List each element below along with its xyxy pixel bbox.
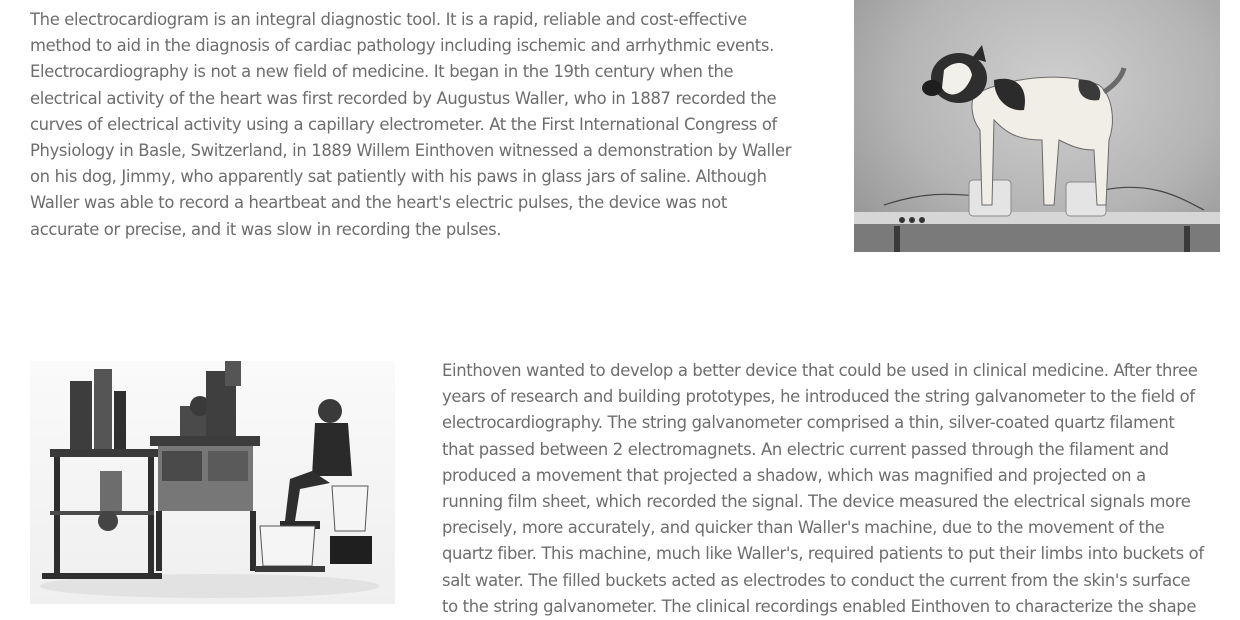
- text-line: produced a movement that projected a shadow, which was magnified and projected on a: [442, 465, 1146, 485]
- dog-jimmy-photo: [854, 0, 1220, 252]
- text-line: electrical activity of the heart was first recorded by Augustus Waller, who in 1887 recorded the: [30, 88, 777, 108]
- text-line: method to aid in the diagnosis of cardiac pathology including ischemic and arrhythmic events.: [30, 36, 774, 56]
- text-line: on his dog, Jimmy, who apparently sat patiently with his paws in glass jars of saline. Although: [30, 167, 767, 187]
- dog-photo-illustration: [854, 0, 1220, 252]
- machine-photo-illustration: [30, 361, 395, 604]
- string-galvanometer-photo: [30, 361, 395, 604]
- text-line: that passed between 2 electromagnets. An electric current passed through the filament and: [442, 439, 1169, 459]
- text-line: precisely, more accurately, and quicker than Waller's machine, due to the movement of the: [442, 518, 1165, 538]
- text-line: to the string galvanometer. The clinical recordings enabled Einthoven to characterize the shape: [442, 596, 1197, 616]
- text-line: quartz fiber. This machine, much like Waller's, required patients to put their limbs into buckets of: [442, 544, 1204, 564]
- text-line: Electrocardiography is not a new field of medicine. It began in the 19th century when the: [30, 62, 734, 82]
- text-line: The electrocardiogram is an integral diagnostic tool. It is a rapid, reliable and cost-effective: [30, 10, 747, 29]
- text-line: accurate or precise, and it was slow in recording the pulses.: [30, 219, 502, 239]
- text-line: electrocardiography. The string galvanometer comprised a thin, silver-coated quartz filament: [442, 413, 1175, 433]
- text-line: Physiology in Basle, Switzerland, in 1889 Willem Einthoven witnessed a demonstration by Waller: [30, 141, 792, 161]
- text-line: curves of electrical activity using a capillary electrometer. At the First International Congress of: [30, 114, 777, 134]
- text-line: Waller was able to record a heartbeat and the heart's electric pulses, the device was not: [30, 193, 727, 213]
- text-line: salt water. The filled buckets acted as electrodes to conduct the current from the skin's surface: [442, 570, 1191, 590]
- text-line: Einthoven wanted to develop a better device that could be used in clinical medicine. After three: [442, 361, 1198, 380]
- text-line: running film sheet, which recorded the signal. The device measured the electrical signals more: [442, 492, 1191, 512]
- paragraph-waller-history: [30, 7, 820, 243]
- paragraph-einthoven-galvanometer: [442, 358, 1232, 620]
- text-line: years of research and building prototypes, he introduced the string galvanometer to the field of: [442, 387, 1195, 407]
